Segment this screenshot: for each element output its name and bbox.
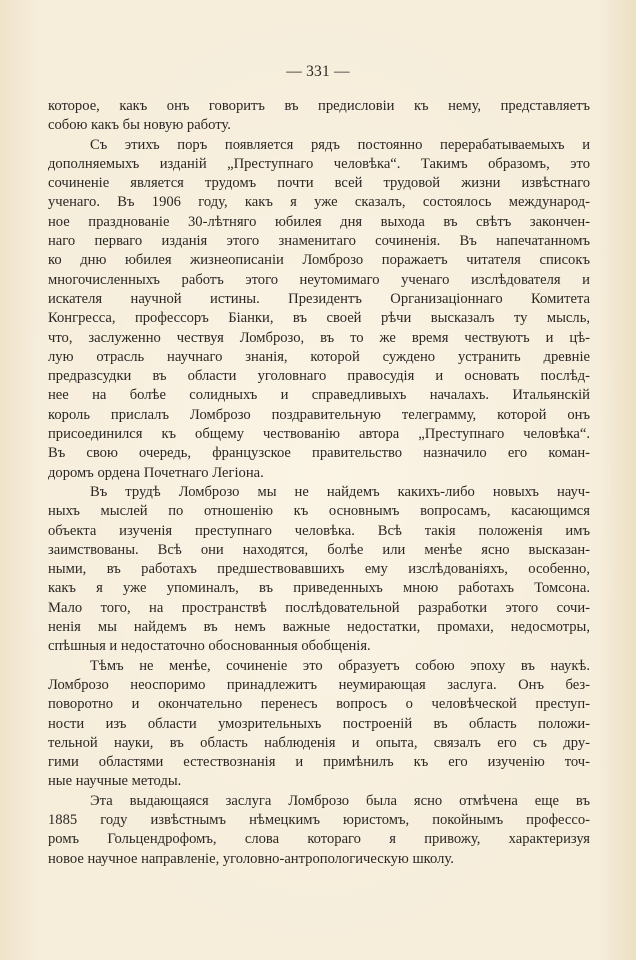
paragraph — [48, 97, 590, 136]
text-line: Конгресса, профессоръ Біанки, въ своей рѣчи высказалъ ту мысль, — [48, 310, 590, 327]
text-line: король прислалъ Ломброзо поздравительную телеграмму, которой онъ — [48, 406, 590, 423]
text-line: Ломброзо неоспоримо принадлежитъ неумирающая заслуга. Онъ без- — [48, 676, 590, 693]
paragraph — [48, 657, 590, 792]
text-line: ности изъ области умозрительныхъ построеній въ область положи- — [48, 715, 590, 732]
body-text — [48, 97, 590, 869]
paragraph — [48, 483, 590, 657]
text-line: искателя научной истины. Президентъ Организаціоннаго Комитета — [48, 290, 590, 307]
text-line: многочисленныхъ работъ этого неутомимаго ученаго изслѣдователя и — [48, 271, 590, 288]
text-line: гими областями естествознанія и примѣнилъ къ его изученію точ- — [48, 754, 590, 771]
text-line: Эта выдающаяся заслуга Ломброзо была ясно отмѣчена еще въ — [90, 792, 590, 809]
text-line: объекта изученія преступнаго человѣка. Всѣ такія положенія имъ — [48, 522, 590, 539]
text-line: дополняемыхъ изданій „Преступнаго человѣка“. Такимъ образомъ, это — [48, 155, 590, 172]
paragraph — [48, 136, 590, 483]
text-line: спѣшныя и недостаточно обоснованныя обобщенія. — [48, 638, 371, 655]
text-line: ныхъ мыслей по отношенію къ основнымъ вопросамъ, касающимся — [48, 503, 590, 520]
text-line: доромъ ордена Почетнаго Легіона. — [48, 464, 264, 481]
text-line: 1885 году извѣстнымъ нѣмецкимъ юристомъ, покойнымъ профессо- — [48, 811, 590, 828]
text-line: ромъ Гольцендрофомъ, слова котораго я привожу, характеризуя — [48, 831, 590, 848]
text-line: ученаго. Въ 1906 году, какъ я уже сказалъ, состоялось международ- — [48, 194, 590, 211]
text-line: ные научные методы. — [48, 773, 182, 790]
text-line: Съ этихъ поръ появляется рядъ постоянно перерабатываемыхъ и — [90, 136, 590, 153]
text-line: ненія мы найдемъ въ немъ важные недостатки, промахи, недосмотры, — [48, 619, 590, 636]
text-line: Тѣмъ не менѣе, сочиненіе это образуетъ собою эпоху въ наукѣ. — [90, 657, 590, 674]
text-line: присоединился къ общему чествованію автора „Преступнаго человѣка“. — [48, 426, 590, 443]
text-line: лую отрасль научнаго знанія, которой суждено устранить древніе — [48, 348, 590, 365]
text-line: тельной науки, въ область наблюденія и опыта, связалъ его съ дру- — [48, 734, 590, 751]
text-line: что, заслуженно чествуя Ломброзо, въ то же время чествуютъ и цѣ- — [48, 329, 590, 346]
page-number: — 331 — — [286, 63, 350, 80]
text-line: ко дню юбилея жизнеописаніи Ломброзо поражаетъ читателя списокъ — [48, 252, 590, 269]
text-line: наго перваго изданія этого знаменитаго сочиненія. Въ напечатанномъ — [48, 233, 590, 250]
text-line: поворотно и окончательно перенесъ вопросъ о человѣческой преступ- — [48, 696, 590, 713]
text-line: сочиненіе является трудомъ почти всей трудовой жизни извѣстнаго — [48, 175, 590, 192]
text-line: Въ свою очередь, французское правительство назначило его коман- — [48, 445, 590, 462]
text-line: которое, какъ онъ говоритъ въ предисловіи къ нему, представляетъ — [48, 98, 590, 114]
text-line: какъ я уже упоминалъ, въ приведенныхъ мною работахъ Томсона. — [48, 580, 590, 597]
text-line: предразсудки въ области уголовнаго правосудія и основать послѣд- — [48, 368, 590, 385]
text-line: Мало того, на пространствѣ послѣдовательной разработки этого сочи- — [48, 599, 590, 616]
text-line: ное празднованіе 30-лѣтняго юбилея дня выхода въ свѣтъ закончен- — [48, 213, 590, 230]
paragraph — [48, 792, 590, 869]
text-line: нее на болѣе солидныхъ и справедливыхъ началахъ. Итальянскій — [48, 387, 590, 404]
text-line: ными, въ работахъ предшествовавшихъ ему изслѣдованіяхъ, особенно, — [48, 561, 590, 578]
text-line: новое научное направленіе, уголовно-антропологическую школу. — [48, 850, 454, 867]
text-line: Въ трудѣ Ломброзо мы не найдемъ какихъ-либо новыхъ науч- — [90, 483, 590, 500]
text-line: заимствованы. Всѣ они находятся, болѣе или менѣе ясно высказан- — [48, 541, 590, 558]
text-line: собою какъ бы новую работу. — [48, 117, 231, 134]
